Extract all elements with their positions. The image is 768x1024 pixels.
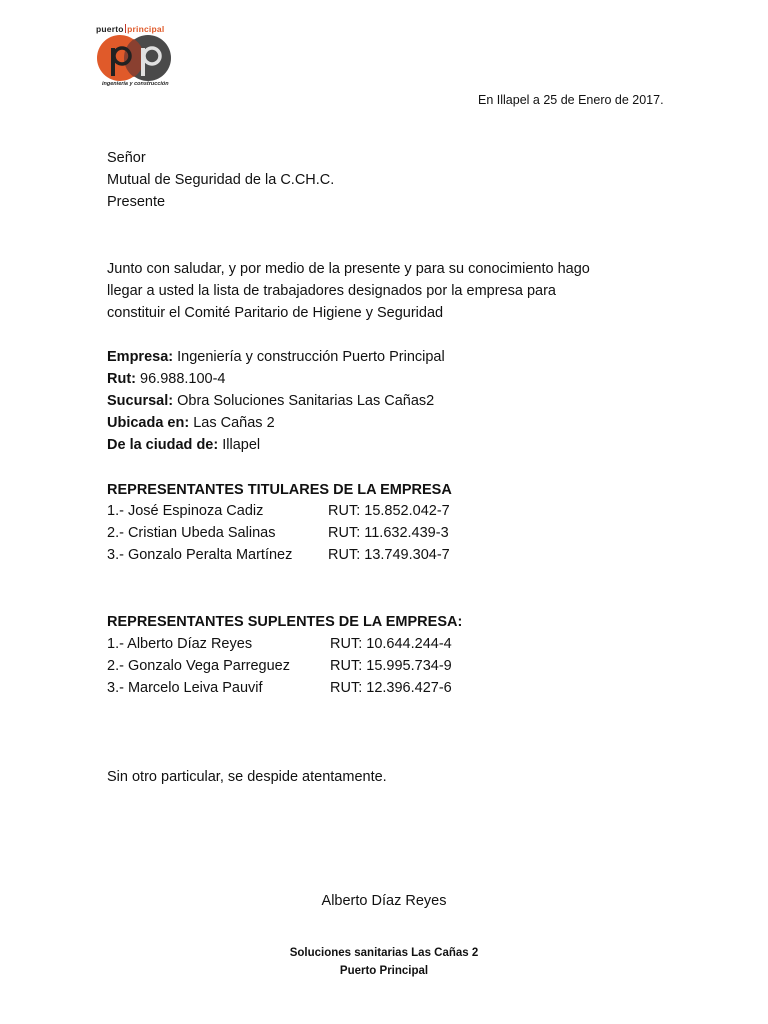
company-field-rut — [107, 368, 226, 390]
field-label: Rut: — [107, 371, 136, 387]
field-label: De la ciudad de: — [107, 437, 219, 453]
member-rut: RUT: 15.995.734-9 — [330, 658, 452, 674]
signature-name: Alberto Díaz Reyes — [321, 893, 447, 909]
intro-line-2: llegar a usted la lista de trabajadores designados por la empresa para — [107, 283, 556, 299]
member-rut: RUT: 13.749.304-7 — [328, 547, 450, 563]
field-value: Illapel — [222, 437, 261, 453]
company-field-ciudad — [107, 434, 260, 456]
company-logo — [94, 22, 176, 90]
closing-line: Sin otro particular, se despide atentamente. — [107, 769, 387, 785]
member-rut: RUT: 12.396.427-6 — [330, 680, 452, 696]
member-rut: RUT: 15.852.042-7 — [328, 503, 450, 519]
member-name: 3.- Marcelo Leiva Pauvif — [107, 680, 263, 696]
logo-pp-mark-icon — [96, 34, 174, 82]
addressee-line-1: Señor — [107, 150, 146, 166]
company-field-ubicada — [107, 412, 275, 434]
member-name: 2.- Cristian Ubeda Salinas — [107, 525, 276, 541]
intro-line-3: constituir el Comité Paritario de Higiene y Seguridad — [107, 305, 444, 321]
footer-line-2: Puerto Principal — [339, 965, 429, 977]
field-label: Ubicada en: — [107, 415, 190, 431]
member-name: 3.- Gonzalo Peralta Martínez — [107, 547, 293, 563]
member-name: 1.- Alberto Díaz Reyes — [107, 636, 253, 652]
addressee-line-2: Mutual de Seguridad de la C.CH.C. — [107, 172, 335, 188]
member-name: 1.- José Espinoza Cadiz — [107, 503, 264, 519]
company-field-empresa — [107, 346, 445, 368]
suplente-row — [107, 655, 452, 677]
company-field-sucursal — [107, 390, 434, 412]
field-value: Ingeniería y construcción Puerto Principal — [177, 349, 445, 365]
titular-row — [107, 544, 450, 566]
member-rut: RUT: 11.632.439-3 — [328, 525, 449, 541]
footer-line-1: Soluciones sanitarias Las Cañas 2 — [289, 947, 479, 959]
field-value: Las Cañas 2 — [193, 415, 275, 431]
suplente-row — [107, 677, 452, 699]
intro-line-1: Junto con saludar, y por medio de la presente y para su conocimiento hago — [107, 261, 590, 277]
field-label: Empresa: — [107, 349, 174, 365]
logo-word-puerto: puerto — [96, 24, 124, 34]
titular-row — [107, 500, 450, 522]
footer — [0, 944, 768, 980]
field-label: Sucursal: — [107, 393, 174, 409]
field-value: 96.988.100-4 — [140, 371, 226, 387]
titulares-heading: REPRESENTANTES TITULARES DE LA EMPRESA — [107, 482, 452, 498]
field-value: Obra Soluciones Sanitarias Las Cañas2 — [177, 393, 435, 409]
suplente-row — [107, 633, 452, 655]
suplentes-heading: REPRESENTANTES SUPLENTES DE LA EMPRESA: — [107, 614, 463, 630]
addressee-line-3: Presente — [107, 194, 166, 210]
member-rut: RUT: 10.644.244-4 — [330, 636, 452, 652]
logo-wordmark — [96, 24, 164, 34]
member-name: 2.- Gonzalo Vega Parreguez — [107, 658, 290, 674]
titular-row — [107, 522, 449, 544]
logo-tagline: ingeniería y construcción — [102, 81, 169, 87]
letter-date: En Illapel a 25 de Enero de 2017. — [478, 93, 664, 107]
logo-word-principal: principal — [127, 24, 165, 34]
